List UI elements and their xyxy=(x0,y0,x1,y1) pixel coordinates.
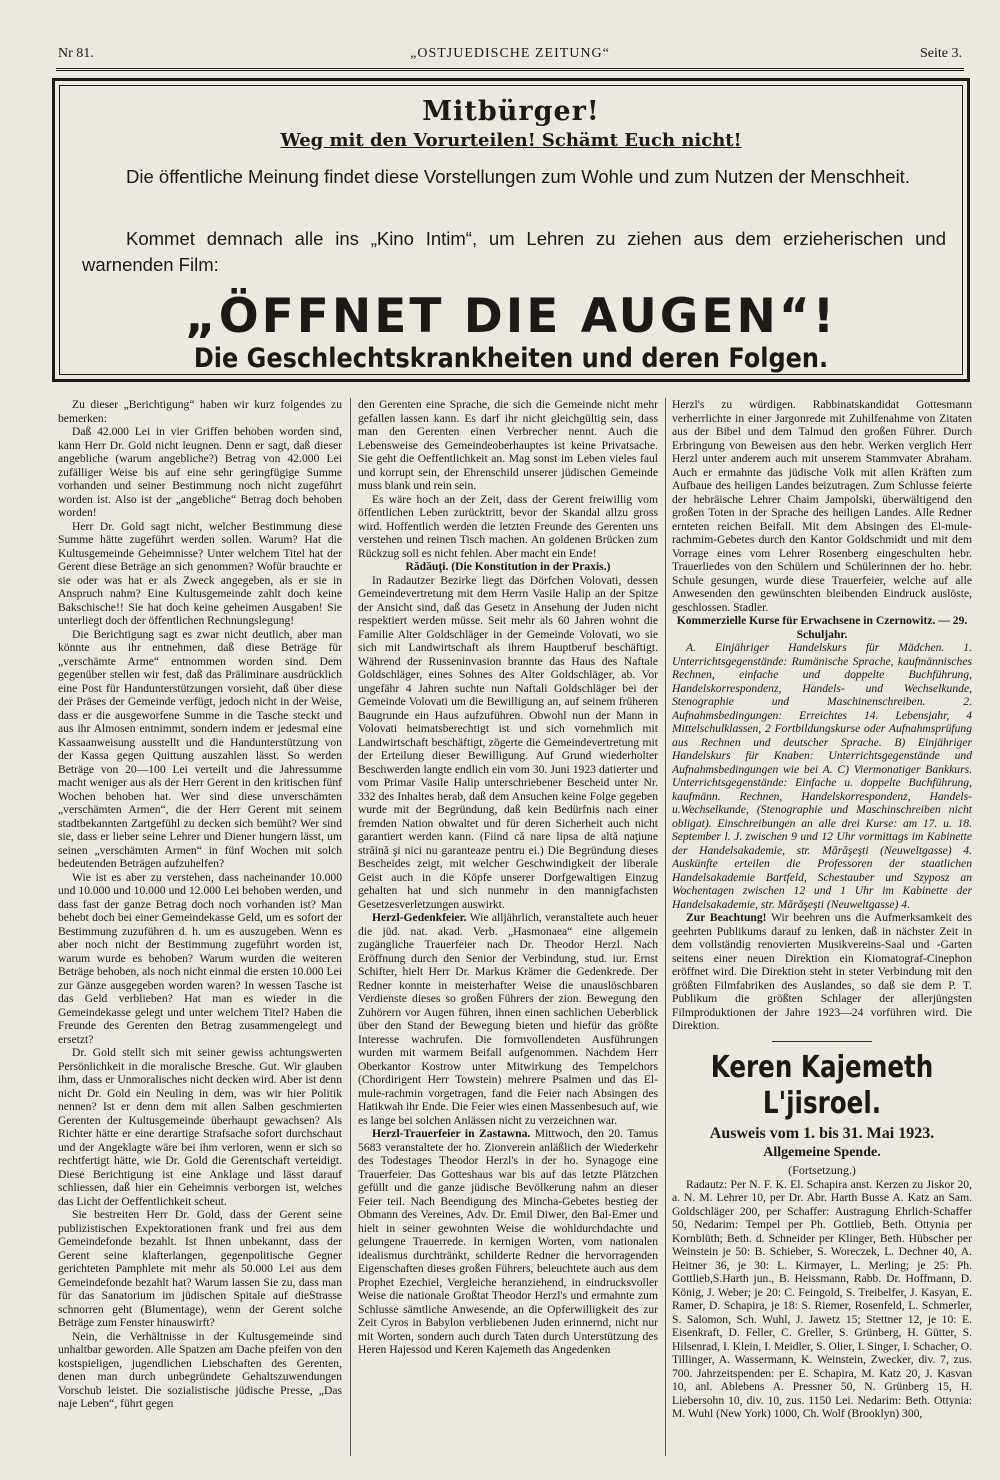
ad-subtitle: Weg mit den Vorurteilen! Schämt Euch nicht! xyxy=(280,130,742,151)
article-paragraph: Nein, die Verhältnisse in der Kultusgemeinde sind unhaltbar geworden. Alle Spatzen am Dache pfeifen von den kostspieligen, jugendlichen Liebschaften des Gerenten, denen man durch unbegründete Gehaltszuwendungen Vorschub leistet. Die sozialistische jüdische Presse, „Das naje Leben“, führt gegen xyxy=(58,1329,342,1410)
article-paragraph: Wie ist es aber zu verstehen, dass nacheinander 10.000 und 10.000 und 10.000 und 12.000 Lei behoben werden, und dass fast der ganze Betrag doch noch vorhanden ist? Man behebt doch bei einer Gemeindekasse Geld, um es sofort der Bestimmung zuzuführen d. h. um es auszugeben. Wenn es aber noch nicht der Bestimmung zugeführt worden ist, warum wurde es behoben? Warum wurden die weiteren Beträge behoben, als noch nicht einmal die ersten 10.000 Lei zur Gänze ausgegeben worden waren? In wessen Tasche ist das Geld verblieben? Hat man es wieder in die Gemeindekasse gelegt und unter welchem Titel? Haben die Freunde des Gerenten den Betrag zusammengelegt und ersetzt? xyxy=(58,870,342,1046)
column-2 xyxy=(358,398,658,1456)
section-divider xyxy=(772,1041,872,1042)
zastawna-article: Mittwoch, den 20. Tamus 5683 veranstaltete der ho. Zionverein anläßlich der Wiederkehr des Todestages Theodor Herzl's in der ho. Synagoge eine Trauerfeier. Das Gotteshaus war bis auf das letzte Plätzchen gefüllt und die ganze jüdische Bevölkerung nahm an dieser Feier teil. Nach Beendigung des Mincha-Gebetes bestieg der Obmann des Vereines, Adv. Dr. Emil Diwer, den Bal-Emer und hielt in seiner gewohnten Weise die wohldurchdachte und gelungene Trauerrede. In kernigen Worten, vom nationalen idealismus durchtränkt, schilderte Redner die hervorragenden Eigenschaften dieses großen Führers, beleuchtete auch aus dem Prophet Ezechiel, Vergleiche heranziehend, in eindrucksvoller Weise die nationale Großtat Theodor Herzl's und ermahnte zum Schlusse sämtliche Anwesende, an die Opferwilligkeit des zur Zeit Cyros in Babylon verbliebenen Juden erinnernd, nicht nur mit Worten, sondern auch durch Taten durch Unterstützung des Heren Hajessod und Keren Kajemeth das Angedenken xyxy=(358,1127,658,1356)
radauti-heading: Rădăuţi. (Die Konstitution in der Praxis.) xyxy=(405,560,611,573)
beachtung-article: Wir beehren uns die Aufmerksamkeit des geehrten Publikums darauf zu lenken, daß in nächster Zeit in dem vollständig renovierten Musikvereins-Saal und -Garten seitens einer neuen Direktion ein Kiomatograf-Cinephon eröffnet wird. Die Direktion steht in steter Verbindung mit den größten Filmfabriken des Auslandes, so daß sie dem P. T. Publikum die größten Schlager der allerjüngsten Filmproduktionen der Jahre 1923—24 vorführen wird. Die Direktion. xyxy=(672,911,972,1032)
advertisement-inner-border xyxy=(59,85,963,375)
zastawna-heading: Herzl-Trauerfeier in Zastawna. xyxy=(372,1127,531,1140)
herzl-heading: Herzl-Gedenkfeier. xyxy=(372,911,467,924)
ad-paragraph-2: Kommet demnach alle ins „Kino Intim“, um Lehren zu ziehen aus dem erzieherischen und warnenden Film: xyxy=(82,228,946,275)
article-paragraph: Zu dieser „Berichtigung“ haben wir kurz folgendes zu bemerken: xyxy=(58,398,342,425)
newspaper-name: „OSTJUEDISCHE ZEITUNG“ xyxy=(410,46,610,61)
article-paragraph: den Gerenten eine Sprache, die sich die Gemeinde nicht mehr gefallen lassen kann. Es darf ihr nicht gleichgültig sein, dass man den Gerenten einen Verbrecher nennt. Auch die Lebensweise des Gemeindeoberhauptes ist keine Privatsache. Sie geht die Oeffentlichkeit an. Mag sonst im Leben vieles faul und korrupt sein, der Ehrenschild unserer jüdischen Gemeinde muss blank und rein sein. xyxy=(358,398,658,492)
continuation-note: (Fortsetzung.) xyxy=(788,1162,856,1177)
herzl-article: Wie alljährlich, veranstaltete auch heuer die jüd. nat. akad. Verb. „Hasmonaea“ eine allgemein zugängliche Trauerfeier nach Dr. Theodor Herzl. Nach Eröffnung durch den Senior der Verbindung, stud. iur. Ernst Schifter, hielt Herr Dr. Markus Krämer die Gedenkrede. Der Redner konnte in meisterhafter Weise die unauslöschbaren Verdienste dieses so großen Führers der zion. Bewegung den Zuhörern vor Augen führen, ihnen einen sachlichen Ueberblick über den Stand der Bewegung bieten und hiefür das größte Interesse wachrufen. Die formvollendeten Ausführungen wurden mit warmem Beifall aufgenommen. Nachdem Herr Oberkantor Kostrow unter Mitwirkung des Tempelchors (Chordirigent Herr Towstein) mehrere Psalmen und das El-mule-rachmin vorgetragen, fand die Feier nach Absingen des Hatikwah ihr Ende. Die Feier wies einen Massenbesuch auf, wie es lange bei solchen Anlässen nicht zu verzeichnen war. xyxy=(358,911,658,1127)
column-divider-2 xyxy=(665,398,666,1456)
keren-kajemeth-title: Keren Kajemeth L'jisroel. xyxy=(710,1049,934,1121)
article-paragraph: Herr Dr. Gold sagt nicht, welcher Bestimmung diese Summe hätte zugeführt werden sollen. Warum? Hat die Kultusgemeinde Geheimnisse? Unter welchem Titel hat der Gerent diese Beträge an sich genommen? Wofür brauchte er sie oder was hat er als Zweck angegeben, als er sie in Anspruch nahm? Eine Kultusgemeinde zahlt doch keine Bakschische!! Sie hat doch keine geheimen Ausgaben! Sie unterliegt doch der öffentlichen Rechnungslegung! xyxy=(58,519,342,627)
donation-list: Radautz: Per N. F. K. El. Schapira anst. Kerzen zu Jiskor 20, a. N. M. Lehrer 10, per Dr. Abr. Harth Busse A. Katz an Sam. Goldschläger 200, per Schaffer: Austragung Ehrlich-Schaffer 50, Nedarim: Tempel per Ph. Gottlieb, Beth. Ottynia per Kornblüth; Beth. d. Schneider per Klinger, Beth. Hübscher per Weinstein je 50: B. Schieber, S. Woreczek, L. Dechner 40, A. Heitner 36, je 30: L. Kirmayer, L. Merling; je 25: Ph. Gottlieb,S.Harth jun., B. Heissmann, Rabb. Dr. Hoffmann, D. König, J. Weber; je 20: C. Feingold, S. Treibelfer, J. Kasyan, E. Ramer, D. Schapira, je 18: S. Riemer, Rosenfeld, L. Schmerler, S. Salomon, Sch. Wuhl, J. Jawetz 15; Stettner 12, je 10: E. Eisenkraft, D. Feller, C. Greller, S. Grünberg, H. Gütter, S. Hilsenrad, I. Klein, I. Meidler, S. Olier, I. Singer, I. Schacher, O. Tillinger, A. Wassermann, K. Weinstein, Zwecker, div. 7, zus. 700. Jahrzeitspenden: per E. Schapira, M. Katz 20, J. Kasvan 10, anl. Ablebens A. Pressner 50, N. Grünberg 15, H. Liebersohn 10, div. 10, zus. 1150 Lei. Nedarim: Beth. Ottynia: M. Wuhl (New York) 1000, Ch. Wolf (Brooklyn) 300, xyxy=(672,1177,972,1420)
film-subtitle: Die Geschlechtskrankheiten und deren Folgen. xyxy=(193,342,829,374)
column-divider-1 xyxy=(350,398,351,1456)
column-1 xyxy=(58,398,342,1456)
ad-paragraph-1: Die öffentliche Meinung findet diese Vorstellungen zum Wohle und zum Nutzen der Menschheit. xyxy=(126,166,910,187)
column-3 xyxy=(672,398,972,1456)
cinema-advertisement xyxy=(52,78,970,382)
page-number: Seite 3. xyxy=(920,46,962,61)
header-rule xyxy=(56,68,964,75)
ausweis-heading: Ausweis vom 1. bis 31. Mai 1923. xyxy=(709,1124,935,1142)
film-title: „ÖFFNET DIE AUGEN“! xyxy=(184,289,838,344)
article-paragraph: Es wäre hoch an der Zeit, dass der Gerent freiwillig vom öffentlichen Leben zurücktritt, bevor der Skandal allzu gross wird. Hoffentlich werden die letzten Freunde des Gerenten uns verstehen und reinen Tisch machen. An goldenen Brücken zum Rückzug soll es nicht fehlen. Aber macht ein Ende! xyxy=(358,492,658,560)
radauti-article: In Radautzer Bezirke liegt das Dörfchen Volovati, dessen Gemeindevertretung mit dem Herrn Vasile Halip an der Spitze der Ansicht sind, daß das Gesetz in Ansehung der Juden nicht respektiert werden müsse. Seit mehr als 60 Jahren wohnt die Familie Alter Goldschläger in der Gemeinde Volovati, wo sie sich mit Landwirtschaft als ihrem Hauptberuf beschäftigt. Während der Russeninvasion brannte das Haus des Naftale Goldschläger, eines Sohnes des Alter Goldschläger, ab. Vor ungefähr 4 Jahren suchte nun Naftali Goldschläger bei der Gemeinde Volovati um die Bewilligung an, auf seinem früheren Baugrunde ein Haus aufzuführen. Obwohl nun der Mann in Volovati heimatsberechtigt ist und sich vornehmlich mit Landwirtschaft beschäftigt, zögerte die Gemeindevertretung mit der Erteilung dieser Bewilligung. Auf Grund wiederholter Beschwerden langte endlich ein vom 30. Juni 1923 datierter und vom Primar Vasile Halip unterschriebener Bescheid unter Nr. 332 des Inhaltes herab, daß dem Ansuchen keine Folge gegeben wurde mit der Begründung, daß kein Bedürfnis nach einer fremden Nation obwaltet und für deren Sicherheit auch nicht garantiert werden kann. (Fiind că nare lipsa de altă naţiune străină şi nici nu garanteaze pentru ei.) Die Begründung dieses Bescheides zeigt, mit welcher Geschwindigkeit der liberale Geist auch in die Köpfe unserer Dorfgewaltigen Einzug gehalten hat und sich nunmehr in den mannigfachsten Gesetzesverletzungen auswirkt. xyxy=(358,573,658,911)
ad-title: Mitbürger! xyxy=(422,96,600,127)
article-paragraph: Dr. Gold stellt sich mit seiner gewiss achtungswerten Persönlichkeit in die moralische Bresche. Gut. Wir glauben ihm, dass er Unmoralisches nicht decken wird. Aber ist denn nicht Dr. Gold ein Neuling in dem, was wir hier Politik nennen? Ist er denn dem mit allen Salben geschmierten Gerenten der Kultusgemeinde überhaupt gewachsen? Als Richter hätte er eine derartige Strafsache sofort durchschaut und der Angeklagte wäre bei ihm verloren, wenn er sich so rechtfertigt hätte, wie Dr. Gold die Gerentschaft verteidigt. Diese Berichtigung ist eine Anklage und lässt darauf schliessen, daß hier ein Geheimnis verborgen ist, welches das Licht der Oeffentlichkeit scheut. xyxy=(58,1046,342,1208)
spende-heading: Allgemeine Spende. xyxy=(763,1144,881,1160)
article-paragraph: Sie bestreiten Herr Dr. Gold, dass der Gerent seine publizistischen Expektorationen frank und frei aus dem Gemeindefonde bezahlt. Ist Ihnen unbekannt, dass der Gerent seine klafterlangen, gegenpolitische Gegner gerichteten Pamphlete mit mehr als 50.000 Lei aus dem Gemeindefonde bezahlt hat? Warum lassen Sie zu, dass man für das Sanatorium im jüdischen Spitale auf dieStrasse schnorren geht (Blumentage), wenn der Gerent solche Beträge zum Fenster hinauswirft? xyxy=(58,1208,342,1329)
issue-number: Nr 81. xyxy=(58,46,94,61)
page-header xyxy=(58,46,962,66)
article-paragraph: Daß 42.000 Lei in vier Griffen behoben worden sind, kann Herr Dr. Gold nicht leugnen. Denn er sagt, daß dieser angebliche (warum angebliche?) Betrag von 42.000 Lei zufälliger Weise bis auf eine sehr geringfügige Summe vorhanden und seiner Bestimmung noch nicht zugeführt worden ist. Also ist der „angebliche“ Betrag doch behoben worden! xyxy=(58,425,342,519)
kurse-article: A. Einjähriger Handelskurs für Mädchen. 1. Unterrichtsgegenstände: Rumänische Sprache, kaufmännisches Rechnen, einfache und doppelte Buchführung, Handelskorrespondenz, Handels- und Wechselkunde, Stenographie und Maschinenschreiben. 2. Aufnahmsbedingungen: Erreichtes 14. Lebensjahr, 4 Mittelschulklassen, 2 Fortbildungskurse oder Aufnahmsprüfung aus Rechnen und deutscher Sprache. B) Einjähriger Handelskurs für Knaben: Unterrichtsgegenstände und Aufnahmsbedingungen wie bei A. C) Viermonatiger Bankkurs. Unterrichtsgegenstände: Einfache u. doppelte Buchführung, kaufmänn. Rechnen, Handelskorrespondenz, Handels- u.Wechselkunde, (Stenographie und Maschinschreiben nicht obligat). Einschreibungen an alle drei Kurse: am 17. u. 18. September l. J. zwischen 9 und 12 Uhr vormittags im Kabinette der Handelsakademie, str. Mărăşeşti (Neuweltgasse) 4. Auskünfte erteilen die Professoren der staatlichen Handelsakademie Bartfeld, Schestauber und Szyposz an Wochentagen zwischen 12 und 1 Uhr im Kabinette der Handelsakademie, str. Mărăşeşti (Neuweltgasse) 4. xyxy=(672,641,972,911)
beachtung-heading: Zur Beachtung! xyxy=(686,911,767,924)
article-paragraph: Herzl's zu würdigen. Rabbinatskandidat Gottesmann verherrlichte in einer Jargonrede mit Zuhilfenahme von Zitaten aus der Bibel und dem Talmud den großen Führer. Durch Erbringung von Beweisen aus den hebr. Werken verglich Herr Herzl unter anderem auch mit unserem Stammvater Abraham. Auch er ermahnte das jüdische Volk mit allen Kräften zum Aufbaue des heiligen Landes beizutragen. Zum Schlusse feierte der hebräische Lehrer Chaim Jampolski, überwältigend den großen Toten in der Sprache des heiligen Landes. Alle Redner ernteten reichen Beifall. Mit dem Absingen des El-mule-rachmim-Gebetes durch den Kantor Goldschmidt und mit dem Vorrage eines vom Lehrer Rosenberg eingeschulten hebr. Trauerliedes von den Schülern und Schülerinnen der ho. hebr. Schule gesungen, wurde diese Trauerfeier, welche auf alle Anwesenden den gewünschten bleibenden Eindruck auslöste, geschlossen. Stadler. xyxy=(672,398,972,614)
kurse-heading: Kommerzielle Kurse für Erwachsene in Czernowitz. — 29. Schuljahr. xyxy=(676,614,968,641)
article-paragraph: Die Berichtigung sagt es zwar nicht deutlich, aber man könnte aus ihr entnehmen, daß diese Beträge für „verschämte Arme“ entnommen worden sind. Dem gegenüber stellen wir fest, daß das Präliminare ausdrücklich eine Post für Handunterstützungen vorsieht, daß über diese der Präses der Gemeinde verfügt, jedoch nicht in der Weise, dass er die ausgeworfene Summe in die Tasche steckt und aus ihr Almosen entnimmt, sondern indem er jedesmal eine Kassaanweisung ausstellt und die Handunterstützung von der Kassa gegen Quittung auszahlen lässt. So werden Beträge von 20—100 Lei verteilt und die Jahressumme macht weniger aus als der Herr Gerent in den kritischen fünf Wochen behoben hat. Wer sind diese unverschämten „verschämten Armen“, die der Herr Gerent mit seinem stadtbekannten Zartgefühl zu decken sich bemüht? Wer sind sie, dass er lieber seine Lehrer und Diener hungern lässt, um seinen „verschämten Armen“ in fünf Wochen mit solch bedeutenden Beträgen aufzuhelfen? xyxy=(58,627,342,870)
